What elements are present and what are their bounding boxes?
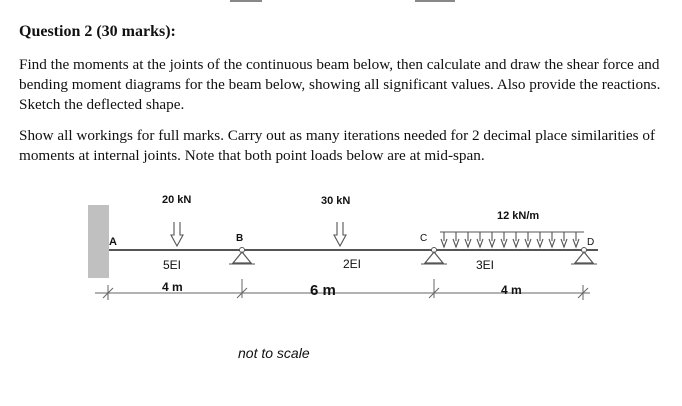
span1-length: 4 m	[162, 280, 183, 294]
joint-label-d: D	[587, 237, 595, 248]
load-label-30kn: 30 kN	[321, 195, 351, 207]
joint-label-b: B	[236, 233, 244, 244]
point-load-2-arrow	[334, 222, 346, 246]
load-label-20kn: 20 kN	[162, 194, 192, 206]
point-load-1-arrow	[171, 222, 183, 246]
span2-stiffness: 2EI	[343, 257, 362, 271]
joint-label-a: A	[109, 236, 117, 248]
udl-arrows	[440, 232, 584, 247]
span3-length: 4 m	[501, 283, 522, 297]
span3-stiffness: 3EI	[476, 258, 495, 272]
span2-length: 6 m	[310, 282, 336, 299]
question-title: Question 2 (30 marks):	[19, 23, 176, 40]
not-to-scale-note: not to scale	[238, 345, 310, 361]
question-workings-note: Show all workings for full marks. Carry out as many iterations needed for 2 decimal place similarities of moments at internal joints. Note that both point loads below are at mid-span.	[19, 127, 656, 164]
udl-label: 12 kN/m	[497, 210, 540, 222]
question-instructions: Find the moments at the joints of the continuous beam below, then calculate and draw the shear force and bending moment diagrams for the beam below, showing all significant values. Also provide the reactions. Sketch the deflected shape.	[19, 56, 661, 113]
joint-label-c: C	[420, 233, 428, 244]
fixed-wall-a	[88, 205, 109, 278]
span1-stiffness: 5EI	[163, 258, 182, 272]
